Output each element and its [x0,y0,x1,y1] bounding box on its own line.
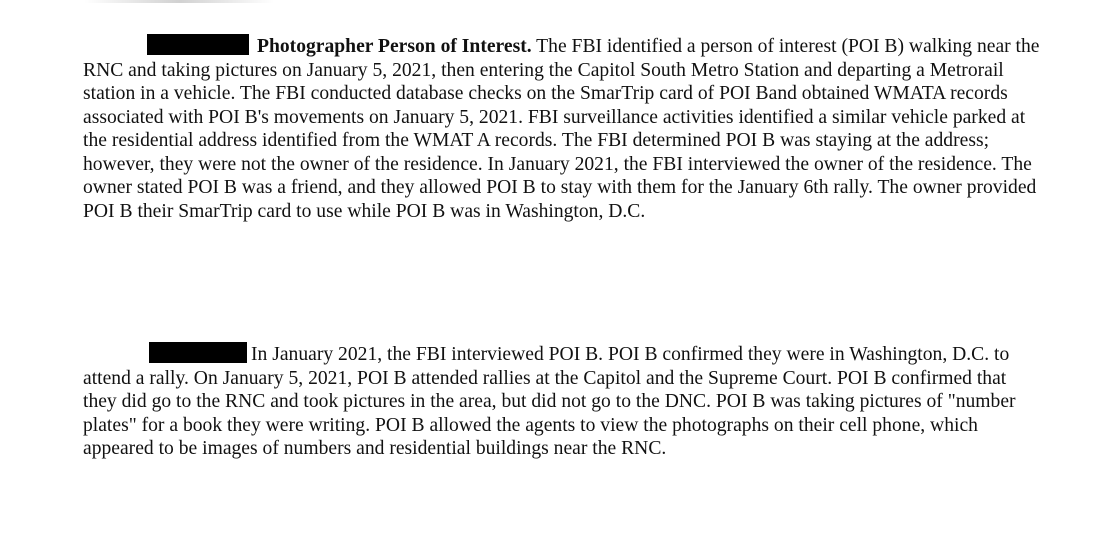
paragraph-interview [83,342,1043,461]
paragraph-body: In January 2021, the FBI interviewed POI B. POI B confirmed they were in Washington, D.C. to attend a rally. On January 5, 2021, POI B attended rallies at the Capitol and the Supreme Court. POI B confirmed that they did go to the RNC and took pictures in the area, but did not go to the DNC. POI B was taking pictures of "number plates" for a book they were writing. POI B allowed the agents to view the photographs on their cell phone, which appeared to be images of numbers and residential buildings near the RNC. [83,344,1016,459]
redaction-block-1 [147,34,249,55]
paragraph-heading: Photographer Person of Interest. [257,36,532,57]
scan-artifact [84,0,274,3]
paragraph-photographer-poi [83,34,1043,223]
paragraph-body: The FBI identified a person of interest (POI B) walking near the RNC and taking pictures on January 5, 2021, then entering the Capitol South Metro Station and departing a Metrorail station in a vehicle. The FBI conducted database checks on the SmarTrip card of POI Band obtained WMATA records associated with POI B's movements on January 5, 2021. FBI surveillance activities identified a similar vehicle parked at the residential address identified from the WMAT A records. The FBI determined POI B was staying at the address; however, they were not the owner of the residence. In January 2021, the FBI interviewed the owner of the residence. The owner stated POI B was a friend, and they allowed POI B to stay with them for the January 6th rally. The owner provided POI B their SmarTrip card to use while POI B was in Washington, D.C. [83,36,1040,222]
redaction-block-2 [149,342,247,363]
